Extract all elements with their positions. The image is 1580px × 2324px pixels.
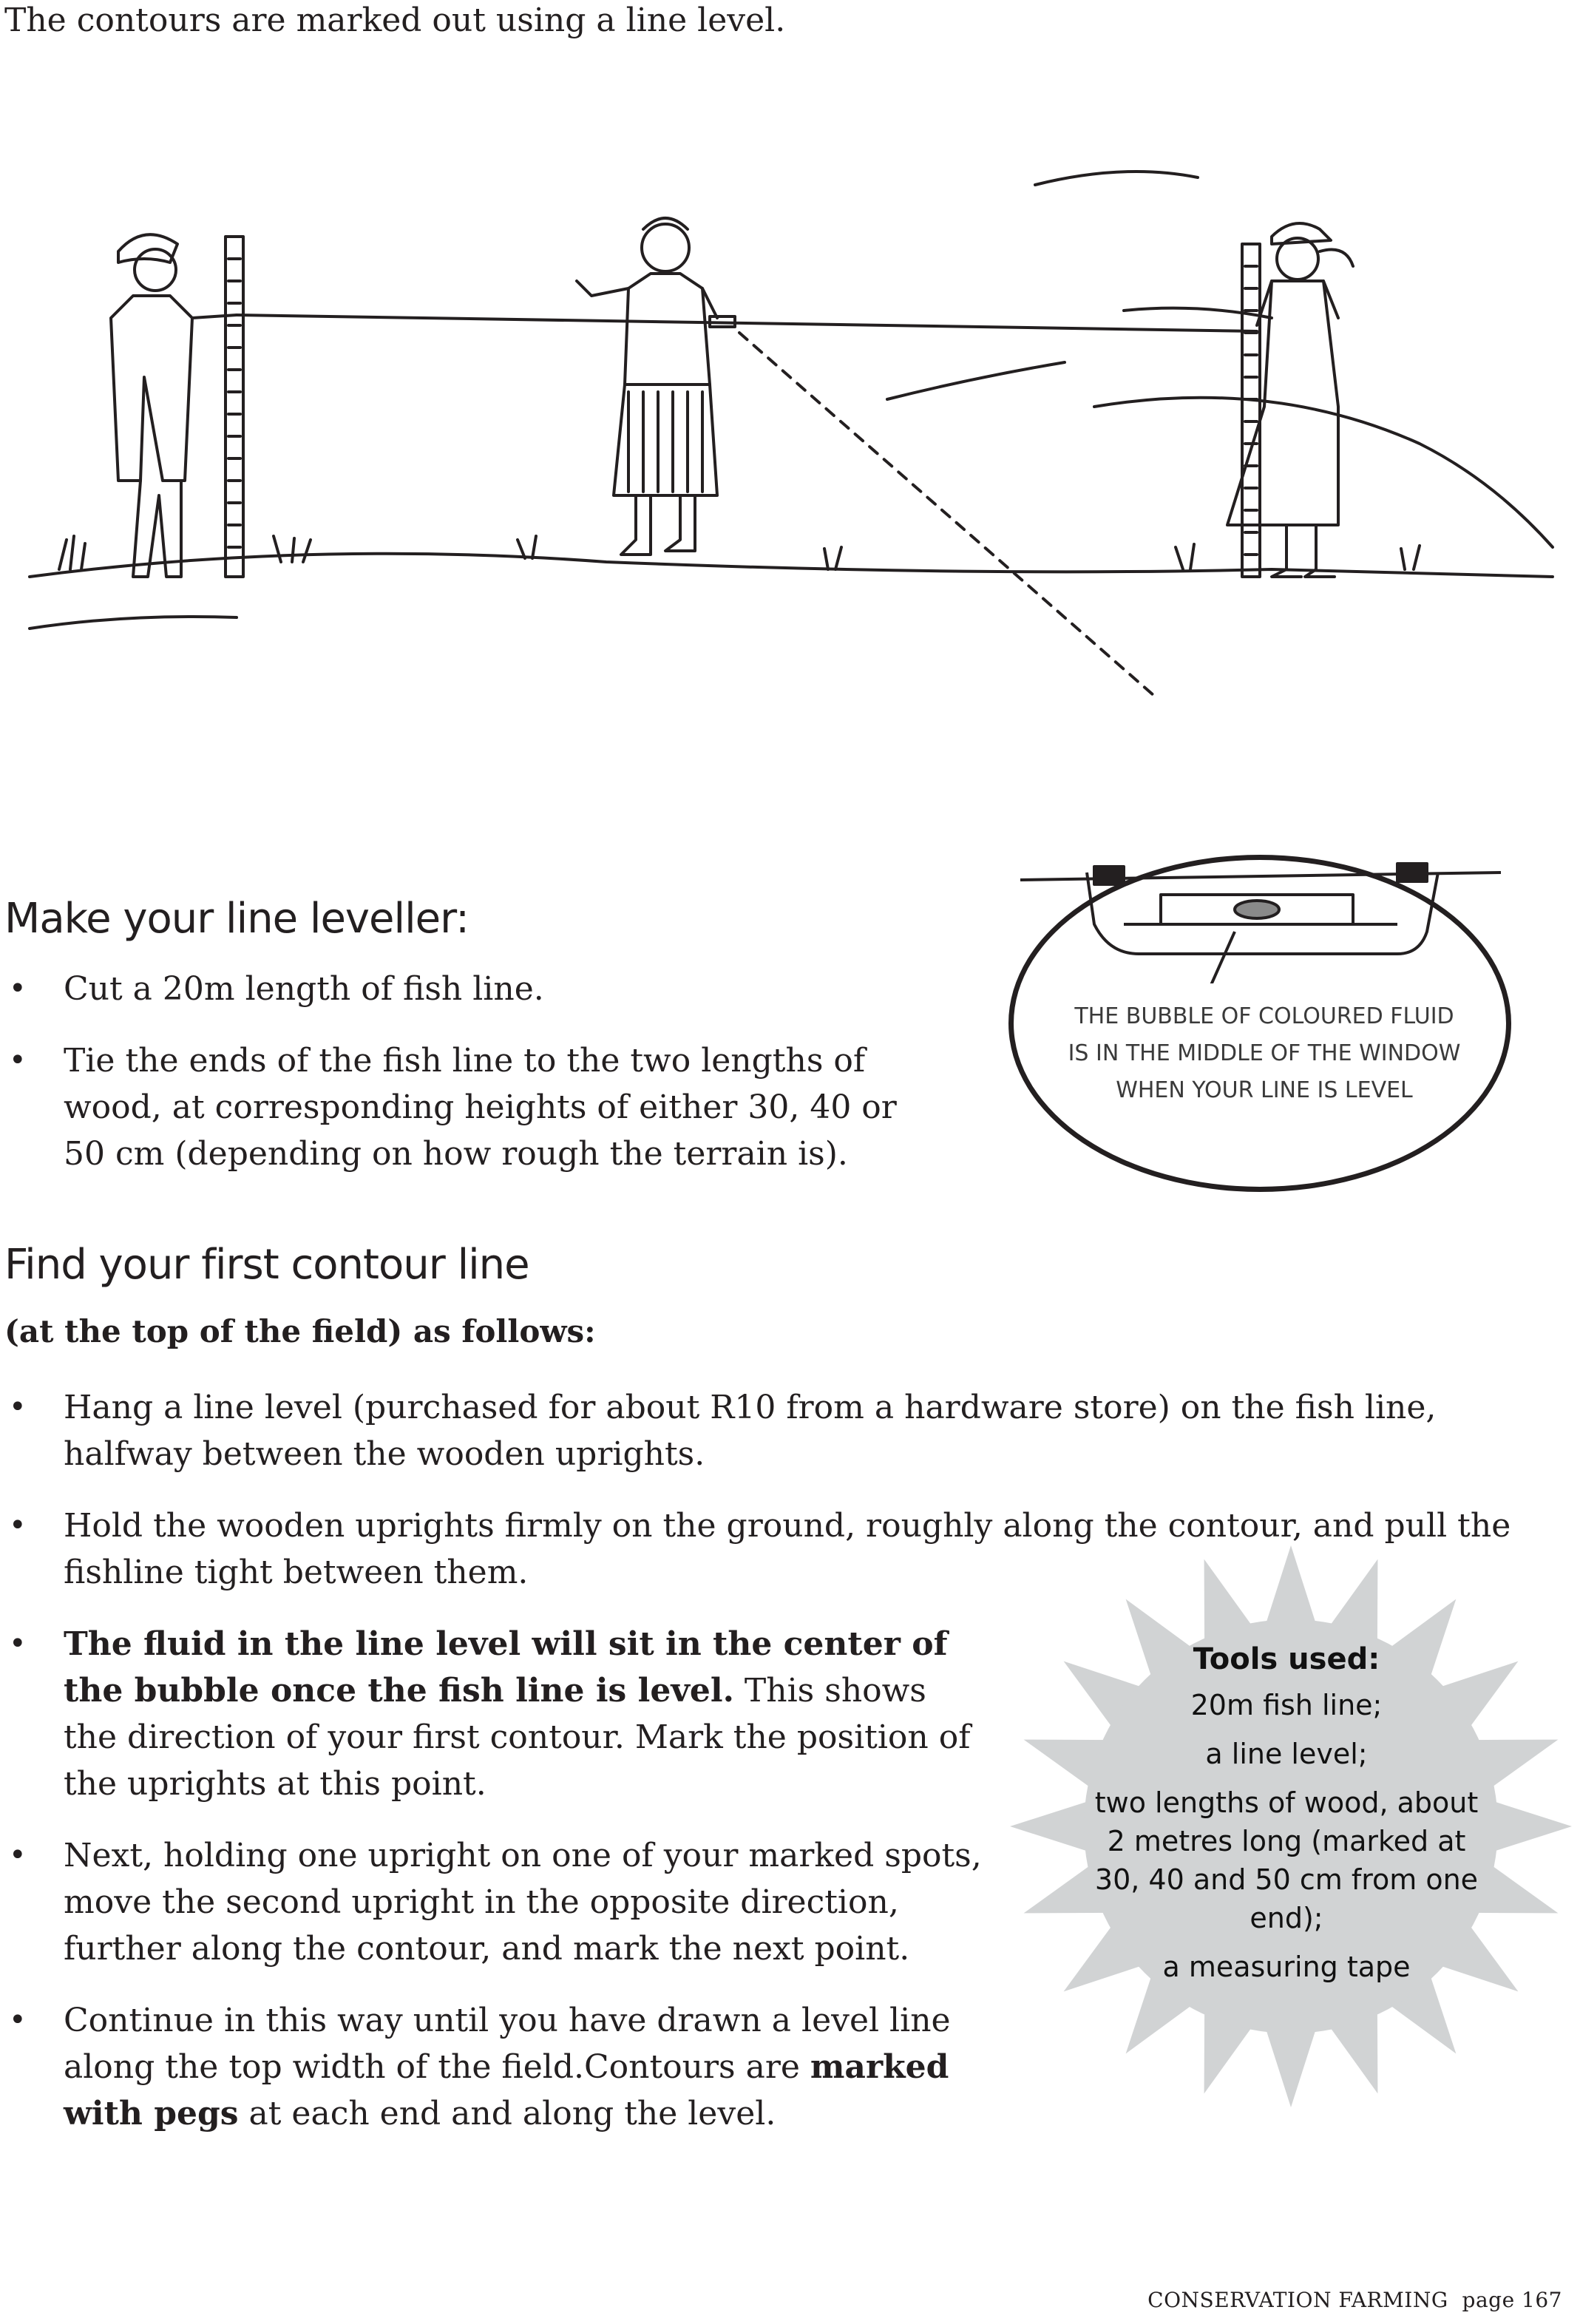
body-text: at each end and along the level. [238,2095,776,2132]
section-heading-contour: Find your first contour line [4,1241,529,1289]
intro-text: The contours are marked out using a line level. [4,1,786,39]
list-item: • Cut a 20m length of fish line. [4,966,914,1012]
sun-ray [1489,1800,1572,1853]
sun-ray [1010,1800,1093,1853]
contour-steps-list [4,1621,988,2162]
left-person [111,234,243,577]
body-text: This shows the direction of your first contour. Mark the position of the uprights at this point. [64,1672,971,1803]
list-item: • Hold the wooden uprights firmly on the ground, roughly along the contour, and pull the fishline tight between them. [4,1503,1572,1596]
tools-title: Tools used: [1193,1642,1380,1676]
tool-item: a measuring tape [1162,1951,1411,1983]
middle-person [577,218,717,555]
section-subheading: (at the top of the field) as follows: [4,1313,596,1349]
list-item: • Hang a line level (purchased for about R10 from a hardware store) on the fish line, halfway between the wooden uprights. [4,1384,1572,1477]
right-person [1227,223,1353,577]
tool-item: a line level; [1205,1738,1368,1770]
tool-item: two lengths of wood, about 2 metres long (marked at 30, 40 and 50 cm from one end); [1094,1786,1479,1934]
section-heading-leveller: Make your line leveller: [4,895,469,943]
sun-ray [1264,2025,1318,2107]
list-item: • Tie the ends of the fish line to the two lengths of wood, at corresponding heights of either 30, 40 or 50 cm (depending on how rough the terrain is). [4,1037,914,1177]
callout-caption: THE BUBBLE OF COLOURED FLUID IS IN THE MIDDLE OF THE WINDOW WHEN YOUR LINE IS LEVEL [1068,1003,1461,1103]
emphasis-text: The fluid in the line level will sit in the center of the bubble once the fish line is level. [64,1625,948,1710]
leveller-list [4,966,914,1202]
tools-list [1087,1640,1486,1996]
line-level-illustration [15,96,1567,747]
sun-ray [1264,1545,1318,1628]
list-item [4,1621,988,1807]
emphasis-text: marked with pegs [64,2048,949,2132]
list-item: • Next, holding one upright on one of your marked spots, move the second upright in the opposite direction, further along the contour, and mark the next point. [4,1832,988,1972]
body-text: Continue in this way until you have drawn a level line along the top width of the field.Contours are [64,2002,951,2086]
line-level-detail-drawing [1013,850,1508,983]
list-item [4,1997,988,2137]
page-footer: CONSERVATION FARMING page 167 [1147,2288,1562,2312]
tool-item: 20m fish line; [1190,1689,1383,1721]
